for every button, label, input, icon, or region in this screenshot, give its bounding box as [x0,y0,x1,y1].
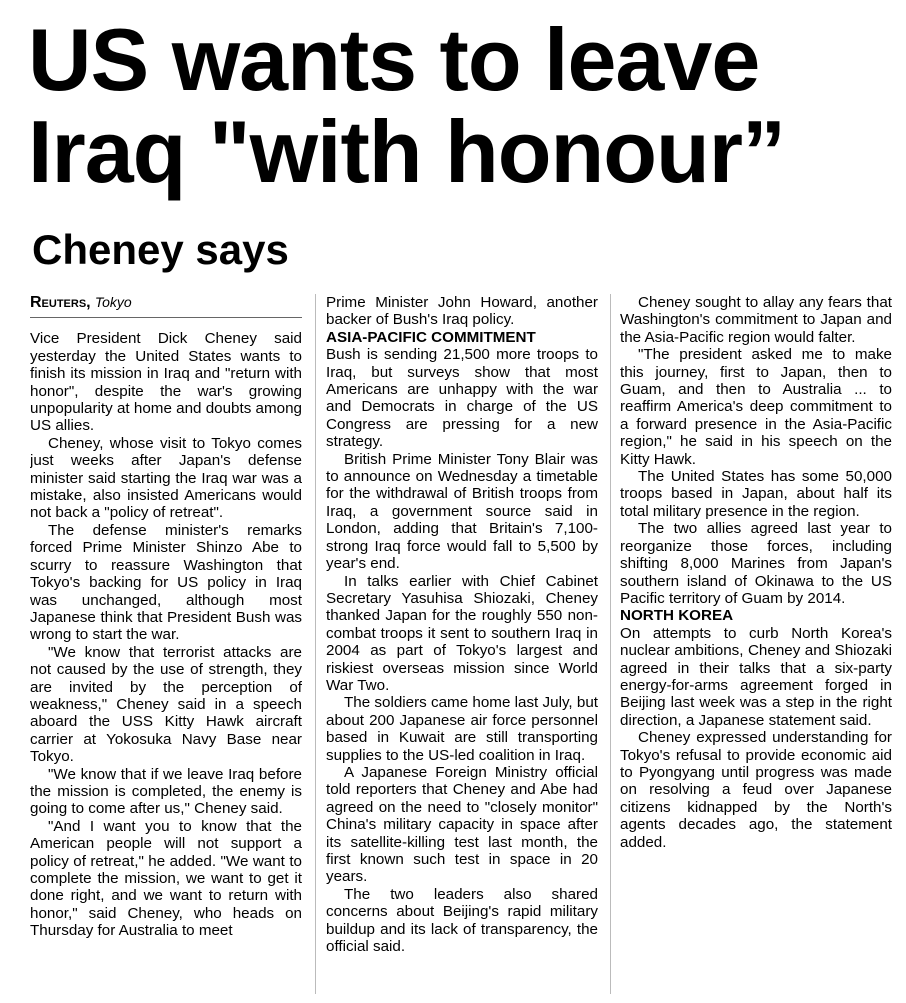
byline [30,294,302,318]
byline-place: Tokyo [94,294,132,310]
headline [28,10,898,201]
paragraph: Bush is sending 21,500 more troops to Iraq, but surveys show that most Americans are unhappy with the war and Democrats in charge of the US Congress are pressing for a new strategy. [326,346,598,451]
column-divider [315,294,316,994]
byline-agency: Reuters, [30,294,91,311]
subheadline: Cheney says [32,226,289,273]
article-column-1 [30,294,302,994]
paragraph: The defense minister's remarks forced Prime Minister Shinzo Abe to scurry to reassure Washington that Tokyo's backing for US policy in Iraq was unchanged, although most Japanese think that President Bush was wrong to start the war. [30,521,302,644]
paragraph: "And I want you to know that the American people will not support a policy of retreat," he added. "We want to complete the mission, we want to get it done right, and we want to return with honor," said Cheney, who heads on Thursday for Australia to meet [30,817,302,940]
paragraph: British Prime Minister Tony Blair was to announce on Wednesday a timetable for the withdrawal of British troops from Iraq, a government source said in London, adding that Britain's 7,100-strong Iraq force would fall to 5,500 by year's end. [326,450,598,573]
paragraph: "We know that if we leave Iraq before the mission is completed, the enemy is going to come after us," Cheney said. [30,765,302,818]
paragraph: The two allies agreed last year to reorganize those forces, including shifting 8,000 Marines from Japan's southern island of Okinawa to the US Pacific territory of Guam by 2014. [620,520,892,607]
paragraph: "We know that terrorist attacks are not caused by the use of strength, they are invited by the perception of weakness," Cheney said in a speech aboard the USS Kitty Hawk aircraft carrier at Yokosuka Navy Base near Tokyo. [30,643,302,766]
headline-line-1: US wants to leave [28,10,760,109]
paragraph: Cheney, whose visit to Tokyo comes just weeks after Japan's defense minister said starting the Iraq war was a mistake, also insisted Americans would not back a "policy of retreat". [30,434,302,522]
section-heading: NORTH KOREA [620,607,734,625]
article-column-2 [326,294,598,994]
paragraph: The soldiers came home last July, but about 200 Japanese air force personnel based in Kuwait are still transporting supplies to the US-led coalition in Iraq. [326,694,598,764]
paragraph: Cheney sought to allay any fears that Washington's commitment to Japan and the Asia-Pacific region would falter. [620,294,892,346]
paragraph: Cheney expressed understanding for Tokyo's refusal to provide economic aid to Pyongyang until progress was made on resolving a feud over Japanese citizens kidnapped by the North's agents decades ago, the statement added. [620,729,892,851]
section-heading: ASIA-PACIFIC COMMITMENT [326,328,536,346]
paragraph: On attempts to curb North Korea's nuclear ambitions, Cheney and Shiozaki agreed in their talks that a six-party energy-for-arms agreement forged in Beijing last week was a step in the right direction, a Japanese statement said. [620,624,892,729]
headline-line-2: Iraq "with honour” [28,102,785,201]
column-divider [610,294,611,994]
article-column-3 [620,294,892,994]
paragraph: Prime Minister John Howard, another backer of Bush's Iraq policy. [326,294,598,329]
paragraph: Vice President Dick Cheney said yesterday the United States wants to finish its mission in Iraq and "return with honor", despite the war's growing unpopularity at home and doubts among US allies. [30,330,302,435]
paragraph: "The president asked me to make this journey, first to Japan, then to Guam, and then to Australia ... to reaffirm America's deep commitment to a forward presence in the Asia-Pacific region," he said in his speech on the Kitty Hawk. [620,346,892,468]
paragraph: In talks earlier with Chief Cabinet Secretary Yasuhisa Shiozaki, Cheney thanked Japan for the roughly 550 non-combat troops it sent to southern Iraq in 2004 as part of Tokyo's largest and riskiest overseas mission since World War Two. [326,572,598,694]
paragraph: The United States has some 50,000 troops based in Japan, about half its total military presence in the region. [620,468,892,520]
paragraph: The two leaders also shared concerns about Beijing's rapid military buildup and its lack of transparency, the official said. [326,885,598,956]
paragraph: A Japanese Foreign Ministry official told reporters that Cheney and Abe had agreed on the need to "closely monitor" China's military capacity in space after its satellite-killing test last month, the first known such test in space in 20 years. [326,763,598,886]
